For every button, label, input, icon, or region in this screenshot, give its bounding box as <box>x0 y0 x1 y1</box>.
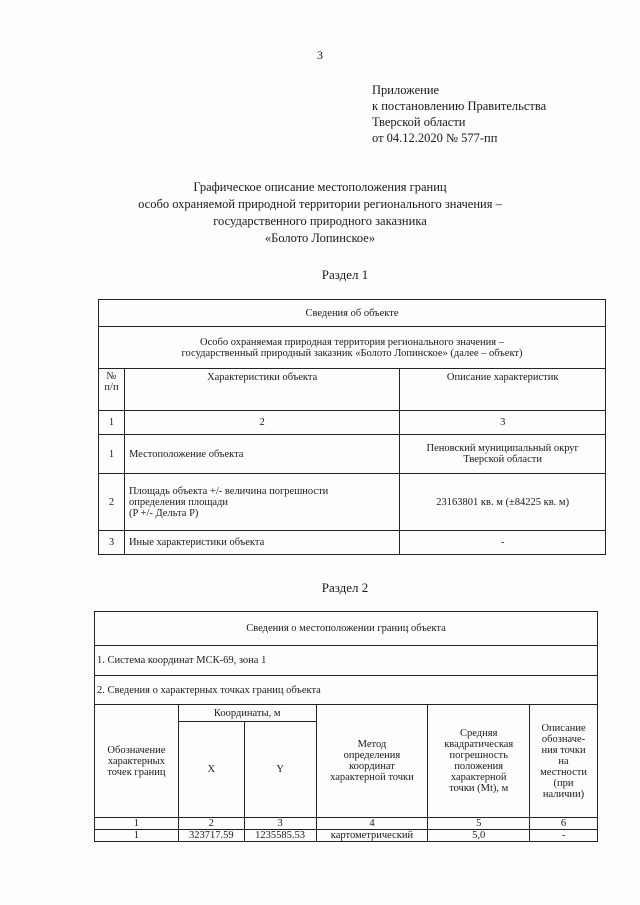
appendix-header <box>372 82 546 146</box>
index-cell: 1 <box>99 411 125 435</box>
col-y-header: Y <box>244 722 316 818</box>
coordinate-system: 1. Система координат МСК-69, зона 1 <box>95 646 598 676</box>
object-name-line: государственный природный заказник «Болото Лопинское» (далее – объект) <box>181 347 523 359</box>
col-point-designation-header <box>95 705 179 818</box>
header-line: ния точки <box>541 744 586 756</box>
index-cell: 2 <box>124 411 399 435</box>
point-x: 323717.59 <box>178 830 244 842</box>
index-cell: 4 <box>316 818 428 830</box>
row-number: 3 <box>99 531 125 555</box>
description-cell: 23163801 кв. м (±84225 кв. м) <box>400 474 606 531</box>
appendix-date-line: от 04.12.2020 № 577-пп <box>372 131 498 145</box>
col-description-header: Описание характеристик <box>400 369 606 411</box>
points-info: 2. Сведения о характерных точках границ объекта <box>95 676 598 705</box>
table-title: Сведения об объекте <box>99 300 606 327</box>
table-row <box>99 474 606 531</box>
description-line: Тверской области <box>463 454 542 465</box>
index-cell: 5 <box>428 818 530 830</box>
title-line: «Болото Лопинское» <box>264 231 376 245</box>
points-info-row <box>95 676 598 705</box>
object-info-table <box>98 299 606 555</box>
table-title-row <box>95 612 598 646</box>
title-line: Графическое описание местоположения границ <box>193 180 447 194</box>
appendix-line: Приложение <box>372 83 440 97</box>
table-row <box>95 830 598 842</box>
characteristic-line: (P +/- Дельта P) <box>128 507 199 519</box>
title-line: особо охраняемой природной территории регионального значения – <box>138 197 502 211</box>
characteristic-cell: Местоположение объекта <box>124 435 399 474</box>
header-row <box>99 369 606 411</box>
description-cell <box>400 435 606 474</box>
col-x-header: X <box>178 722 244 818</box>
object-name <box>99 327 606 369</box>
appendix-line: Тверской области <box>372 115 466 129</box>
index-row <box>99 411 606 435</box>
characteristic-line: Площадь объекта +/- величина погрешности <box>128 485 329 497</box>
header-line: Метод <box>357 739 387 750</box>
description-cell: - <box>400 531 606 555</box>
table-title: Сведения о местоположении границ объекта <box>95 612 598 646</box>
object-name-line: Особо охраняемая природная территория регионального значения – <box>200 336 504 348</box>
index-cell: 3 <box>244 818 316 830</box>
table-row <box>99 531 606 555</box>
header-line: характерной точки <box>330 772 414 783</box>
point-description: - <box>530 830 598 842</box>
document-title <box>60 179 580 247</box>
header-line: (при <box>553 777 574 789</box>
header-line: определения <box>343 750 401 761</box>
header-line: положения <box>454 761 504 772</box>
index-cell: 1 <box>95 818 179 830</box>
characteristic-cell: Иные характеристики объекта <box>124 531 399 555</box>
header-line: характерной <box>450 772 507 783</box>
appendix-line: к постановлению Правительства <box>372 99 547 113</box>
point-error: 5,0 <box>428 830 530 842</box>
row-number: 2 <box>99 474 125 531</box>
header-line: точек границ <box>107 766 166 778</box>
header-line: наличии) <box>542 788 585 800</box>
header-line: на <box>558 755 569 767</box>
col-number-label: п/п <box>104 382 119 393</box>
index-cell: 2 <box>178 818 244 830</box>
object-name-row <box>99 327 606 369</box>
header-line: Обозначение <box>107 744 166 756</box>
header-line: квадратическая <box>444 739 514 750</box>
point-method: картометрический <box>316 830 428 842</box>
table-row <box>99 435 606 474</box>
header-line: местности <box>540 766 587 778</box>
header-line: погрешность <box>449 750 508 761</box>
characteristic-line: определения площади <box>128 496 229 508</box>
index-cell: 3 <box>400 411 606 435</box>
description-line: Пеновский муниципальный округ <box>426 443 579 454</box>
title-line: государственного природного заказника <box>213 214 427 228</box>
index-row <box>95 818 598 830</box>
col-coordinates-header: Координаты, м <box>178 705 316 722</box>
characteristic-cell <box>124 474 399 531</box>
header-line: точки (Mt), м <box>449 783 509 794</box>
col-characteristics-header: Характеристики объекта <box>124 369 399 411</box>
row-number: 1 <box>99 435 125 474</box>
col-number-header <box>99 369 125 411</box>
point-id: 1 <box>95 830 179 842</box>
header-line: характерных <box>107 755 165 767</box>
coordinate-system-row <box>95 646 598 676</box>
col-method-header <box>316 705 428 818</box>
col-error-header <box>428 705 530 818</box>
boundary-points-table <box>94 611 598 842</box>
header-line: Средняя <box>460 728 498 739</box>
section-2-heading: Раздел 2 <box>321 580 369 595</box>
section-1-heading: Раздел 1 <box>321 267 369 282</box>
header-line: Описание <box>541 722 586 734</box>
table-title-row <box>99 300 606 327</box>
col-number-label: № <box>106 371 117 382</box>
page-number: 3 <box>317 48 323 62</box>
index-cell: 6 <box>530 818 598 830</box>
col-point-description-header <box>530 705 598 818</box>
header-line: координат <box>349 761 395 772</box>
header-line: обозначе- <box>541 733 586 745</box>
header-row <box>95 705 598 722</box>
point-y: 1235585.53 <box>244 830 316 842</box>
